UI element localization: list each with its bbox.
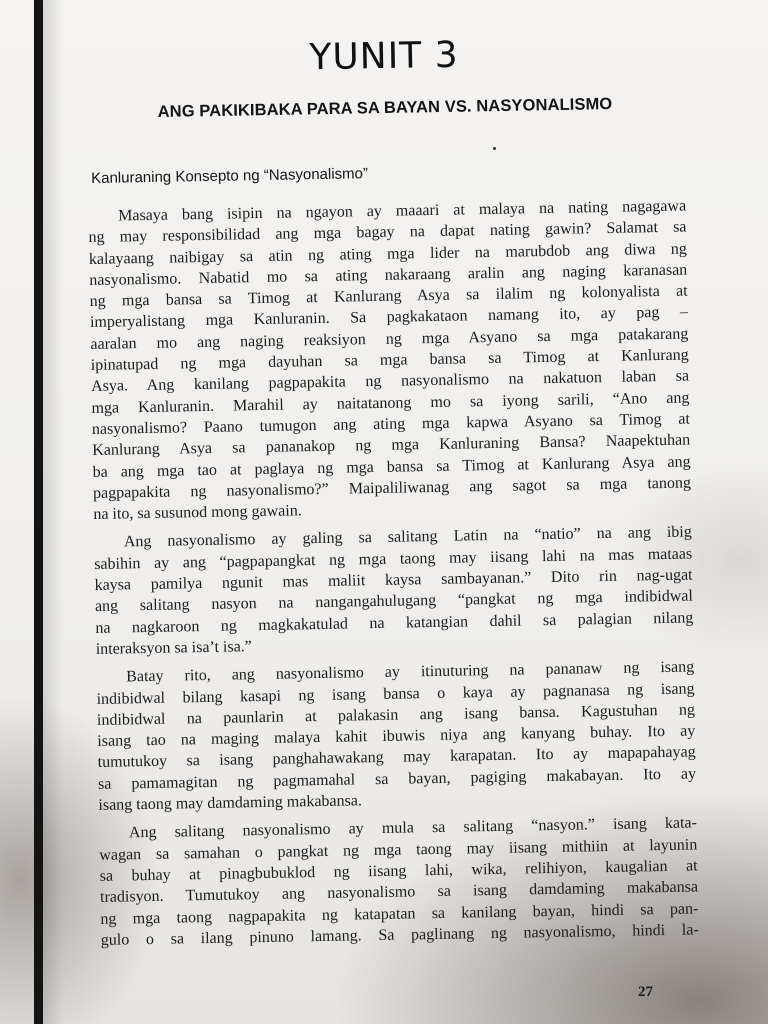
text-line: Ang nasyonalismo ay galing sa salitang Latin na “natio” na ang ibig bbox=[123, 523, 692, 551]
paragraph-3 bbox=[96, 657, 697, 816]
chapter-title: ANG PAKIKIBAKA PARA SA BAYAN VS. NASYONALISMO bbox=[157, 95, 613, 121]
text-line: imperyalistang mga Kanluranin. Sa pagkakataon namang ito, ay pag – bbox=[89, 304, 689, 332]
text-line: Batay rito, ang nasyonalismo ay itinuturing na pananaw ng isang bbox=[126, 658, 695, 686]
text-line: kalayaang naibigay sa atin ng ating mga lider na marubdob ang diwa ng bbox=[88, 240, 687, 268]
text-line: ng mga bansa sa Timog at Kanlurang Asya sa ilalim ng kolonyalista at bbox=[89, 282, 688, 311]
text-line: sa buhay at pinagbubuklod ng iisang lahi, wika, relihiyon, kaugalian at bbox=[99, 857, 698, 885]
body-text bbox=[88, 196, 699, 958]
text-line: ipinatupad ng mga dayuhan sa mga bansa sa Timog at Kanlurang bbox=[90, 346, 689, 375]
text-line: Ang salitang nasyonalismo ay mula sa salitang “nasyon.” isang kata- bbox=[128, 814, 698, 842]
text-line: indibidwal na paunlarin at palakasin ang isang bansa. Kagustuhan ng bbox=[96, 701, 696, 729]
text-line: indibidwal bilang kasapi ng isang bansa o kaya ay pagnanasa ng isang bbox=[96, 680, 695, 708]
paragraph-1 bbox=[88, 196, 691, 526]
book-spine-edge bbox=[34, 0, 43, 1024]
text-line: mga Kanluranin. Marahil ay naitatanong mo sa iyong sarili, “Ano ang bbox=[91, 389, 690, 417]
text-line: isang tao na maging malaya kahit ibuwis niya ang kanyang buhay. Ito ay bbox=[97, 722, 696, 751]
text-line: tumutukoy sa isang panghahawakang may karapatan. Ito ay mapapahayag bbox=[97, 743, 696, 772]
text-line: ba ang mga tao at paglaya ng mga bansa sa Timog at Kanlurang Asya ang bbox=[92, 453, 691, 481]
paragraph-2 bbox=[94, 522, 694, 660]
text-line: na nagkaroon ng magkakatulad na katangian dahil sa palagian nilang bbox=[95, 609, 694, 637]
text-line: sabihin ay ang “pagpapangkat ng mga taong may iisang lahi na mas mataas bbox=[94, 545, 693, 573]
paragraph-4 bbox=[99, 813, 699, 951]
page-number: 27 bbox=[638, 984, 653, 1000]
text-line: nasyonalismo. Nabatid mo sa ating nakaraang aralin ang naging karanasan bbox=[89, 261, 688, 289]
text-line: Kanlurang Asya sa pananakop ng mga Kanluraning Bansa? Naapektuhan bbox=[92, 431, 691, 460]
text-line: gulo o sa ilang pinuno lamang. Sa paglinang ng nasyonalismo, hindi la- bbox=[100, 921, 699, 949]
text-line: na ito, sa susunod mong gawain. bbox=[93, 502, 302, 524]
text-line: ng may responsibilidad ang mga bagay na dapat nating gawin? Salamat sa bbox=[88, 218, 687, 247]
text-line: ang salitang nasyon na nangangahulugang “pangkat ng mga indibidwal bbox=[94, 587, 694, 616]
text-line: aaralan mo ang naging reaksiyon ng mga Asyano sa mga patakarang bbox=[90, 325, 689, 353]
text-line: nasyonalismo? Paano tumugon ang ating mga kapwa Asyano sa Timog at bbox=[91, 410, 690, 438]
text-line: sa pamamagitan ng pagmamahal sa bayan, pagiging makabayan. Ito ay bbox=[97, 765, 697, 793]
text-line: Asya. Ang kanilang pagpapakita ng nasyonalismo na nakatuon laban sa bbox=[91, 367, 690, 396]
unit-title: YUNIT 3 bbox=[309, 34, 459, 79]
text-line: kaysa pamilya ngunit mas maliit kaysa sambayanan.” Dito rin nag-ugat bbox=[94, 566, 693, 594]
text-line: isang taong may damdaming makabansa. bbox=[98, 792, 363, 814]
text-line: pagpapakita ng nasyonalismo?” Maipaliliwanag ang sagot sa mga tanong bbox=[92, 474, 692, 502]
spine-shadow bbox=[43, 0, 63, 1024]
text-line: interaksyon sa isa’t isa.” bbox=[95, 638, 252, 658]
text-line: wagan sa samahan o pangkat ng mga taong may iisang mithiin at layunin bbox=[99, 836, 698, 864]
text-line: Masaya bang isipin na ngayon ay maaari at malaya na nating nagagawa bbox=[118, 197, 687, 225]
print-speck bbox=[493, 147, 496, 150]
text-line: ng mga taong nagpapakita ng katapatan sa kanilang bayan, hindi sa pan- bbox=[100, 899, 699, 928]
text-line: tradisyon. Tumutukoy ang nasyonalismo sa isang damdaming makabansa bbox=[99, 878, 699, 907]
section-heading: Kanluraning Konsepto ng “Nasyonalismo” bbox=[91, 165, 369, 187]
